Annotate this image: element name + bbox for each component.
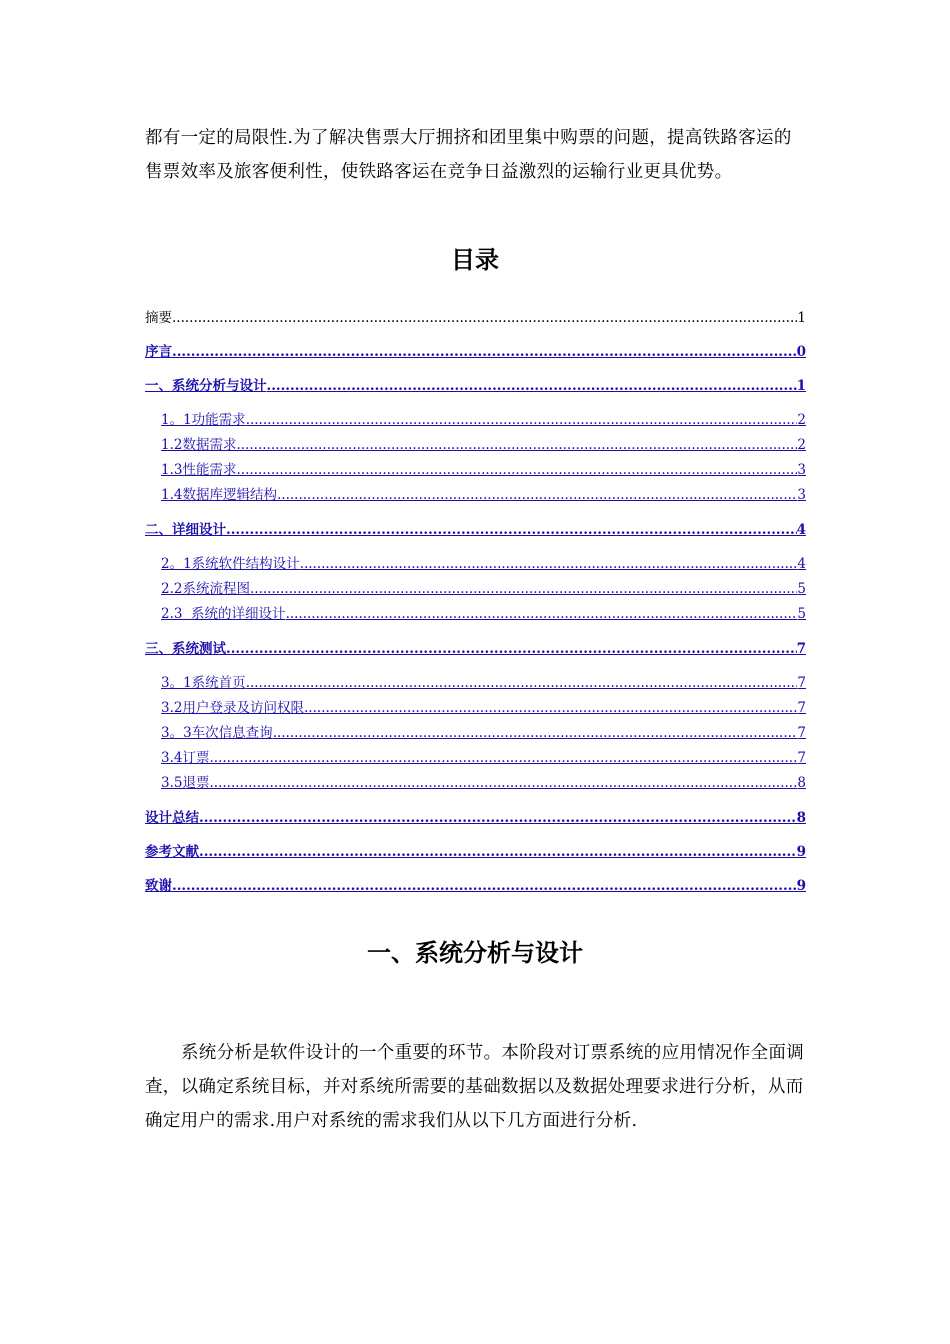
toc-leader-dots [277, 486, 797, 504]
toc-leader-dots [246, 674, 798, 692]
intro-paragraph: 都有一定的局限性.为了解决售票大厅拥挤和团里集中购票的问题，提高铁路客运的售票效率及旅客便利性，使铁路客运在竞争日益激烈的运输行业更具优势。 [145, 128, 792, 182]
toc-entry-label: 2.3 系统的详细设计 [161, 606, 286, 622]
toc-entry-label: 三、系统测试 [145, 641, 226, 657]
toc-entry-page: 7 [797, 725, 806, 741]
toc-entry-page: 7 [796, 641, 806, 657]
toc-entry-page: 9 [796, 878, 806, 894]
toc-entry-page: 3 [797, 462, 806, 478]
toc-link-detailed-design[interactable] [145, 521, 806, 539]
toc-link-performance-requirements[interactable] [161, 461, 806, 479]
toc-link-system-testing[interactable] [145, 640, 806, 658]
toc-entry-label: 3。1系统首页 [161, 675, 246, 691]
toc-entry-page: 4 [796, 522, 806, 538]
toc-entry-label: 二、详细设计 [145, 522, 226, 538]
toc-entry-page: 1 [797, 310, 806, 326]
toc-leader-dots [226, 521, 797, 539]
toc-entry-label: 3。3车次信息查询 [161, 725, 273, 741]
toc-link-database-logic[interactable] [161, 486, 806, 504]
toc-entry-label: 1。1功能需求 [161, 412, 246, 428]
toc-entry-page: 5 [797, 606, 806, 622]
toc-link-home-page[interactable] [161, 674, 806, 692]
toc-entry-page: 7 [797, 750, 806, 766]
toc-entry-page: 2 [797, 437, 806, 453]
toc-entry-label: 序言 [145, 344, 172, 360]
toc-entry-label: 摘要 [145, 310, 172, 326]
toc-entry-label: 致谢 [145, 878, 172, 894]
toc-entry-label: 3.2用户登录及访问权限 [161, 700, 304, 716]
toc-entry-page: 2 [797, 412, 806, 428]
toc-leader-dots [236, 461, 797, 479]
toc-entry-page: 0 [796, 344, 806, 360]
section-heading: 一、系统分析与设计 [367, 938, 583, 967]
toc-title: 目录 [451, 245, 499, 274]
toc-leader-dots [236, 436, 797, 454]
toc-entry-label: 1.4数据库逻辑结构 [161, 487, 277, 503]
toc-entry-label: 设计总结 [145, 810, 199, 826]
toc-leader-dots [172, 343, 797, 361]
toc-entry-page: 9 [796, 844, 806, 860]
toc-link-train-query[interactable] [161, 724, 806, 742]
toc-link-design-summary[interactable] [145, 809, 806, 827]
toc-leader-dots [246, 411, 798, 429]
toc-leader-dots [304, 699, 797, 717]
toc-entry-label: 1.2数据需求 [161, 437, 237, 453]
toc-entry-abstract [145, 309, 806, 327]
toc-leader-dots [226, 640, 797, 658]
toc-entry-label: 3.4订票 [161, 750, 210, 766]
body-paragraph: 系统分析是软件设计的一个重要的环节。本阶段对订票系统的应用情况作全面调查，以确定系统目标，并对系统所需要的基础数据以及数据处理要求进行分析，从而确定用户的需求.用户对系统的需求我们从以下几方面进行分析. [145, 1043, 804, 1131]
toc-entry-page: 8 [796, 810, 806, 826]
toc-entry-page: 7 [797, 675, 806, 691]
toc-leader-dots [172, 877, 797, 895]
toc-entry-page: 1 [796, 378, 806, 394]
toc-link-functional-requirements[interactable] [161, 411, 806, 429]
toc-leader-dots [286, 605, 798, 623]
toc-entry-page: 7 [797, 700, 806, 716]
toc-entry-label: 3.5退票 [161, 775, 210, 791]
toc-leader-dots [300, 555, 798, 573]
toc-entry-label: 1.3性能需求 [161, 462, 237, 478]
toc-link-flowchart[interactable] [161, 580, 806, 598]
toc-leader-dots [267, 377, 797, 395]
toc-entry-label: 2。1系统软件结构设计 [161, 556, 300, 572]
toc-link-acknowledgements[interactable] [145, 877, 806, 895]
toc-entry-page: 3 [797, 487, 806, 503]
toc-entry-page: 5 [797, 581, 806, 597]
toc-link-references[interactable] [145, 843, 806, 861]
toc-leader-dots [273, 724, 798, 742]
toc-link-refund[interactable] [161, 774, 806, 792]
toc-leader-dots [172, 309, 797, 327]
toc-entry-label: 参考文献 [145, 844, 199, 860]
toc-entry-page: 4 [797, 556, 806, 572]
toc-leader-dots [199, 843, 797, 861]
toc-link-system-detail-design[interactable] [161, 605, 806, 623]
toc-leader-dots [209, 749, 797, 767]
toc-leader-dots [250, 580, 797, 598]
toc-link-software-structure[interactable] [161, 555, 806, 573]
toc-entry-page: 8 [797, 775, 806, 791]
toc-leader-dots [199, 809, 797, 827]
toc-link-data-requirements[interactable] [161, 436, 806, 454]
toc-link-login-access[interactable] [161, 699, 806, 717]
toc-link-booking[interactable] [161, 749, 806, 767]
toc-leader-dots [209, 774, 797, 792]
toc-entry-label: 2.2系统流程图 [161, 581, 250, 597]
toc-link-preface[interactable] [145, 343, 806, 361]
toc-entry-label: 一、系统分析与设计 [145, 378, 267, 394]
toc-link-system-analysis[interactable] [145, 377, 806, 395]
